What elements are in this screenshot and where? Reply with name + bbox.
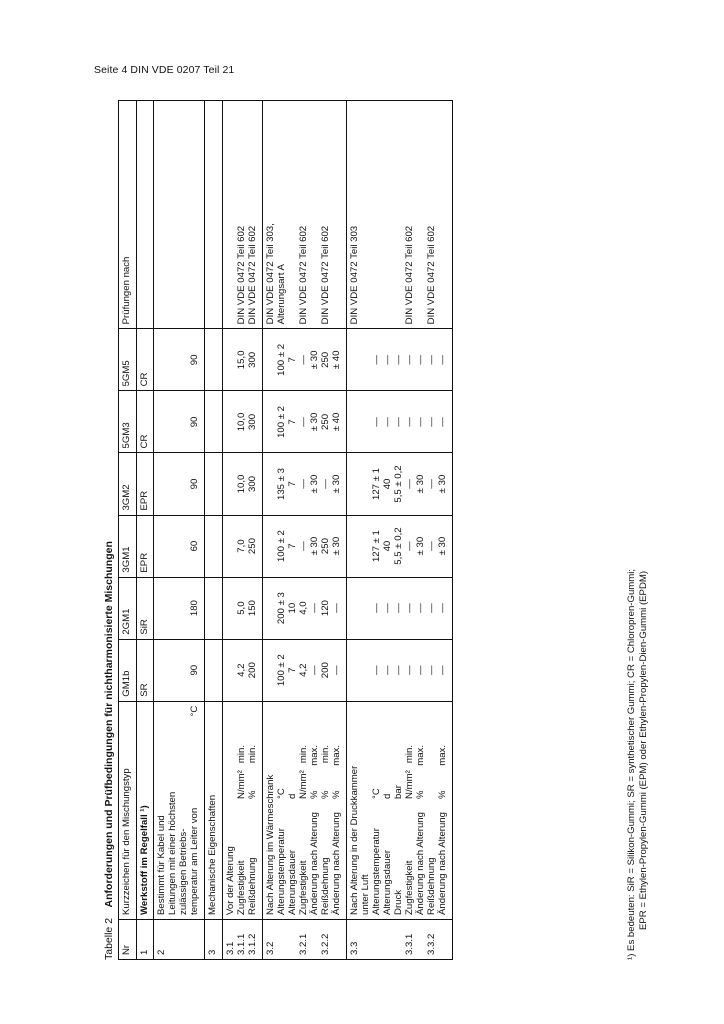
test-reference-line: DIN VDE 0472 Teil 602: [426, 225, 438, 325]
section-oven-aging: [263, 101, 347, 960]
table-cell: 250: [320, 538, 332, 555]
test-reference-line: DIN VDE 0472 Teil 602: [320, 225, 332, 325]
property-limit: max.: [437, 744, 449, 766]
property-unit: N/mm²: [404, 770, 416, 799]
table-cell: 300: [247, 351, 259, 368]
table-cell: —: [382, 603, 394, 613]
table-cell: —: [437, 355, 449, 365]
table-cell: 127 ± 1: [371, 530, 383, 563]
column-header: 2GM1: [119, 577, 137, 639]
row-number-line: 3.1: [225, 941, 237, 955]
property-unit: %: [331, 790, 343, 799]
table-cell: [154, 101, 205, 329]
value-column: [347, 391, 453, 453]
table-cell: [350, 395, 361, 448]
value-column: [263, 329, 347, 391]
column-header: 5GM5: [119, 329, 137, 391]
table-cell: 7: [287, 357, 299, 363]
table-cell: [350, 644, 361, 697]
table-cell: —: [426, 603, 438, 613]
table-cell: [136, 101, 154, 329]
table-cell: —: [437, 603, 449, 613]
value-column: [263, 577, 347, 639]
table-row: [263, 101, 347, 960]
property-name: Zugfestigkeit: [404, 860, 416, 915]
table-cell: —: [382, 665, 394, 675]
property-name: Alterungsdauer: [287, 849, 299, 915]
table-cell: 100 ± 2: [276, 654, 288, 687]
table-cell: —: [437, 665, 449, 675]
row-number-line: 3.2: [265, 941, 277, 955]
property-limit: min.: [404, 744, 416, 764]
property-name: Nach Alterung im Wärmeschrank: [265, 774, 277, 915]
table-cell: SiR: [136, 577, 154, 639]
label-line: [190, 706, 201, 915]
property-name: unter Luft: [360, 874, 372, 915]
table-cell: —: [393, 417, 405, 427]
table-cell: 60: [189, 540, 201, 552]
property-name: Alterungsdauer: [382, 849, 394, 915]
property-limit: [277, 745, 288, 769]
table-cell: 90: [189, 416, 201, 428]
property-unit: °C: [276, 788, 288, 799]
table-cell: —: [320, 479, 332, 489]
row-number-line: 3.3.2: [426, 933, 438, 955]
column-header: 3GM2: [119, 453, 137, 515]
property-unit: bar: [393, 785, 405, 799]
test-reference-line: [383, 105, 394, 324]
table-cell: 135 ± 3: [276, 468, 288, 500]
table-cell: —: [393, 603, 405, 613]
label-line: Bestimmt für Kabel und: [156, 815, 168, 915]
section-pressure-aging: [347, 101, 453, 960]
row-number: 1: [136, 919, 154, 959]
table-row: [136, 101, 154, 960]
table-cell: ± 40: [331, 412, 343, 432]
table-row: [205, 101, 223, 960]
table-cell: 200 ± 3: [276, 592, 288, 625]
column-header: 3GM1: [119, 515, 137, 577]
table-cell: 200: [320, 662, 332, 679]
label-line: Leitungen mit einer höchsten: [167, 791, 179, 915]
table-cell: ± 30: [415, 536, 427, 556]
table-cell: 100 ± 2: [276, 530, 288, 563]
table-cell: [350, 520, 361, 573]
test-reference-line: DIN VDE 0472 Teil 303,: [265, 223, 277, 325]
table-cell: —: [404, 665, 416, 675]
table-cell: ± 40: [331, 350, 343, 370]
table-cell: ± 30: [437, 536, 449, 556]
table-cell: 127 ± 1: [371, 468, 383, 500]
table-cell: —: [371, 417, 383, 427]
test-reference-line: [332, 105, 343, 324]
table-cell: —: [393, 355, 405, 365]
row-label: Werkstoff im Regelfall ¹): [136, 701, 154, 919]
row-number-line: [277, 924, 288, 955]
column-header: Kurzzeichen für den Mischungstyp: [119, 701, 137, 919]
property-limit: max.: [331, 744, 343, 766]
property-limit: [383, 745, 394, 769]
table-cell: CR: [136, 329, 154, 391]
property-limit: [266, 745, 277, 769]
property-line: [248, 706, 259, 915]
property-name: Änderung nach Alterung: [331, 812, 343, 915]
property-unit: %: [320, 790, 332, 799]
section-before-aging: [223, 101, 263, 960]
table-cell: —: [309, 603, 321, 613]
table-cell: 100 ± 2: [276, 405, 288, 438]
table-cell: ± 30: [309, 350, 321, 370]
value-column: [347, 329, 453, 391]
requirements-table: [118, 100, 453, 960]
property-name: Nach Alterung in der Druckkammer: [349, 765, 361, 915]
table-cell: —: [404, 355, 416, 365]
value-column: [347, 577, 453, 639]
table-cell: 7,0: [236, 539, 248, 553]
test-reference-line: DIN VDE 0472 Teil 303: [349, 225, 361, 325]
table-cell: —: [298, 417, 310, 427]
table-cell: —: [298, 355, 310, 365]
property-name: Reißdehnung: [426, 857, 438, 915]
test-reference-line: DIN VDE 0472 Teil 602: [247, 225, 259, 325]
footnote-line: ¹) Es bedeuten: SiR = Silikon-Gummi; SR = synthetischer Gummi; CR = Chloropren-Gummi;: [626, 568, 637, 960]
table-cell: 7: [287, 543, 299, 549]
table-cell: 90: [189, 354, 201, 366]
property-name: Reißdehnung: [320, 857, 332, 915]
column-header: GM1b: [119, 639, 137, 701]
property-unit: N/mm²: [298, 770, 310, 799]
row-number-line: [383, 924, 394, 955]
column-header: 5GM3: [119, 391, 137, 453]
table-cell: —: [371, 665, 383, 675]
property-name: Änderung nach Alterung: [437, 812, 449, 915]
property-unit: d: [287, 793, 299, 799]
table-cell: 150: [247, 600, 259, 617]
column-header: Prüfungen nach: [119, 101, 137, 329]
table-cell: CR: [136, 391, 154, 453]
property-name: Vor der Alterung: [225, 846, 237, 915]
table-cell: —: [298, 479, 310, 489]
value-column: [263, 515, 347, 577]
property-name: Reißdehnung: [247, 857, 259, 915]
test-reference: [263, 101, 347, 329]
table-cell: 120: [320, 600, 332, 617]
test-reference-line: [372, 105, 383, 324]
table-cell: —: [393, 665, 405, 675]
value-column: [347, 515, 453, 577]
row-number: [223, 919, 263, 959]
property-list: [223, 701, 263, 919]
property-name: Alterungstemperatur: [371, 828, 383, 915]
row-number-line: [372, 924, 383, 955]
table-cell: —: [404, 479, 416, 489]
table-cell: —: [426, 479, 438, 489]
table-cell: —: [437, 417, 449, 427]
table-cell: 5,5 ± 0,2: [393, 527, 405, 565]
test-reference-line: DIN VDE 0472 Teil 602: [404, 225, 416, 325]
table-cell: —: [426, 541, 438, 551]
table-cell: [350, 457, 361, 510]
column-header: Nr: [119, 919, 137, 959]
property-unit: [350, 769, 361, 799]
row-number-line: 3.2.2: [320, 933, 332, 955]
property-unit: %: [309, 790, 321, 799]
caption-label: Tabelle 2: [103, 917, 115, 960]
table-cell: 250: [320, 351, 332, 368]
value-column: [347, 453, 453, 515]
table-cell: 90: [189, 478, 201, 490]
table-cell: 7: [287, 419, 299, 425]
property-limit: max.: [309, 744, 321, 766]
table-cell: 180: [189, 600, 201, 617]
row-number-line: 3.1.2: [247, 933, 259, 955]
property-name: Alterungstemperatur: [276, 828, 288, 915]
property-line: [332, 706, 343, 915]
table-cell: 4,2: [236, 663, 248, 677]
label-text: temperatur am Leiter von: [189, 807, 201, 915]
value-column: [223, 515, 263, 577]
row-number: [263, 919, 347, 959]
table-cell: 250: [320, 413, 332, 430]
property-unit: %: [437, 790, 449, 799]
value-column: [223, 453, 263, 515]
table-cell: —: [426, 355, 438, 365]
property-unit: °C: [371, 788, 383, 799]
table-cell: 250: [247, 538, 259, 555]
row-number-line: 3.1.1: [236, 933, 248, 955]
value-column: [263, 639, 347, 701]
row-label: [154, 701, 205, 919]
table-cell: 40: [382, 540, 394, 552]
row-number-line: [332, 924, 343, 955]
value-column: [223, 391, 263, 453]
value-column: [263, 453, 347, 515]
table-cell: SR: [136, 639, 154, 701]
table-cell: 15,0: [236, 350, 248, 370]
test-reference-line: Alterungsart A: [276, 264, 288, 325]
table-cell: 5,5 ± 0,2: [393, 465, 405, 503]
value-column: [223, 577, 263, 639]
row-number-line: [438, 924, 449, 955]
unit: °C: [189, 705, 201, 717]
table-cell: 10: [287, 602, 299, 614]
row-number-line: [361, 924, 372, 955]
property-limit: min.: [247, 744, 259, 764]
table-row: [347, 101, 453, 960]
table-cell: 200: [247, 662, 259, 679]
footnote-line: EPR = Ethylen-Propylen-Gummi (EPM) oder Ethylen-Propylen-Dien-Gummi (EPDM): [637, 570, 649, 930]
test-reference: [223, 101, 263, 329]
footnote: [626, 569, 649, 960]
table-cell: 300: [247, 413, 259, 430]
table-row: [223, 101, 263, 960]
value-column: [223, 639, 263, 701]
table-cell: 5,0: [236, 601, 248, 615]
test-reference-line: DIN VDE 0472 Teil 602: [298, 225, 310, 325]
table-cell: EPR: [136, 453, 154, 515]
table-cell: 300: [247, 476, 259, 493]
table-cell: 7: [287, 667, 299, 673]
property-line: [383, 706, 394, 915]
table-cell: —: [309, 665, 321, 675]
property-limit: max.: [415, 744, 427, 766]
property-limit: [350, 745, 361, 769]
table-cell: —: [382, 355, 394, 365]
table-cell: ± 30: [309, 474, 321, 494]
property-name: Druck: [393, 889, 405, 915]
table-cell: 4,2: [298, 663, 310, 677]
test-reference-line: DIN VDE 0472 Teil 602: [236, 225, 248, 325]
table-cell: —: [426, 417, 438, 427]
table-cell: —: [371, 355, 383, 365]
table-cell: —: [415, 603, 427, 613]
row-number-line: 3.2.1: [298, 933, 310, 955]
table-cell: —: [382, 417, 394, 427]
property-limit: [372, 745, 383, 769]
table-cell: ± 30: [437, 474, 449, 494]
table-cell: ± 30: [309, 536, 321, 556]
table-cell: 10,0: [236, 474, 248, 494]
table-cell: —: [331, 665, 343, 675]
property-limit: min.: [320, 744, 332, 764]
property-name: Zugfestigkeit: [236, 860, 248, 915]
test-reference-line: [361, 105, 372, 324]
test-reference: [347, 101, 453, 329]
property-unit: %: [247, 790, 259, 799]
table-cell: —: [404, 541, 416, 551]
label-line: zulässigen Betriebs-: [178, 828, 190, 915]
table-cell: —: [415, 665, 427, 675]
rotated-table-page: [104, 100, 664, 960]
page-header: Seite 4 DIN VDE 0207 Teil 21: [94, 64, 235, 76]
table-header-row: [119, 101, 137, 960]
table-cell: ± 30: [331, 474, 343, 494]
table-cell: —: [426, 665, 438, 675]
row-number: 2: [154, 919, 205, 959]
table-cell: —: [331, 603, 343, 613]
table-cell: ± 30: [331, 536, 343, 556]
table-caption: [104, 541, 116, 960]
row-number: 3: [205, 919, 223, 959]
table-cell: 90: [189, 664, 201, 676]
table-cell: 7: [287, 481, 299, 487]
table-cell: —: [415, 355, 427, 365]
row-label: Mechanische Eigenschaften: [205, 701, 223, 919]
property-limit: min.: [298, 744, 310, 764]
property-name: Änderung nach Alterung: [309, 812, 321, 915]
table-cell: —: [404, 603, 416, 613]
table-cell: 4,0: [298, 601, 310, 615]
table-row: [154, 101, 205, 960]
table-cell: ± 30: [309, 412, 321, 432]
row-number-line: 3.3.1: [404, 933, 416, 955]
row-number-line: 3.3: [349, 941, 361, 955]
table-cell: [350, 582, 361, 635]
table-cell: —: [371, 603, 383, 613]
row-number: [347, 919, 453, 959]
property-name: Änderung nach Alterung: [415, 812, 427, 915]
table-cell: [350, 333, 361, 386]
property-name: Zugfestigkeit: [298, 860, 310, 915]
table-cell: ± 30: [415, 474, 427, 494]
table-cell: —: [404, 417, 416, 427]
table-cell: 100 ± 2: [276, 343, 288, 376]
table-cell: —: [298, 541, 310, 551]
caption-title: Anforderungen und Prüfbedingungen für nichtharmonisierte Mischungen: [103, 541, 115, 908]
test-reference-line: [438, 105, 449, 324]
property-unit: %: [415, 790, 427, 799]
table-cell: 40: [382, 478, 394, 490]
property-unit: N/mm²: [236, 770, 248, 799]
table-cell: EPR: [136, 515, 154, 577]
property-limit: [361, 745, 372, 769]
property-list: [263, 701, 347, 919]
property-line: [438, 706, 449, 915]
value-column: [263, 391, 347, 453]
property-limit: min.: [236, 744, 248, 764]
property-list: [347, 701, 453, 919]
table-cell: 10,0: [236, 412, 248, 432]
value-column: [347, 639, 453, 701]
value-column: [223, 329, 263, 391]
table-cell: —: [415, 417, 427, 427]
property-unit: d: [382, 793, 394, 799]
